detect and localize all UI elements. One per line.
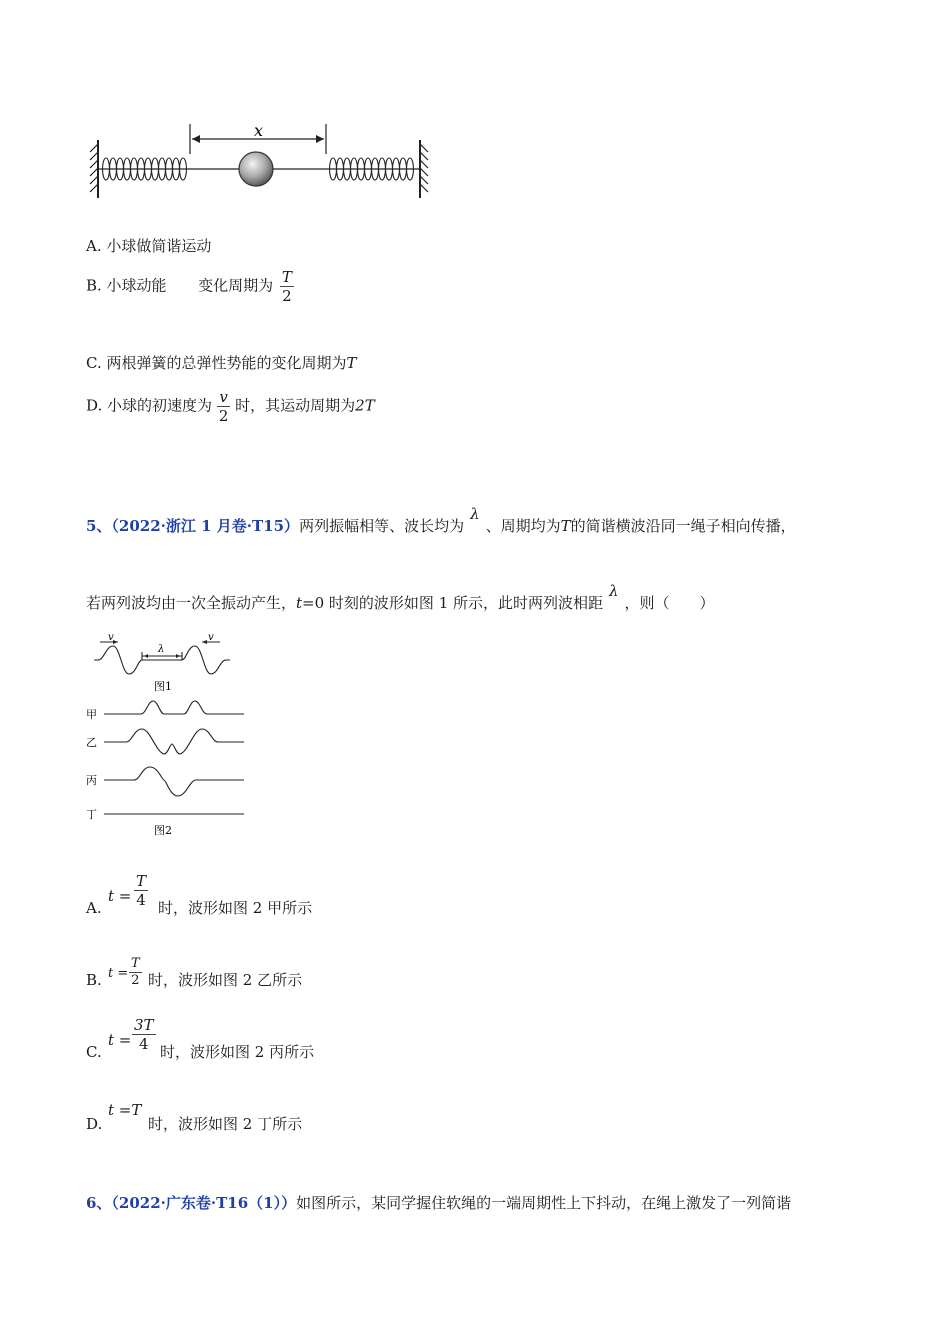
- option-c-text: C. 两根弹簧的总弹性势能的变化周期为: [86, 354, 347, 372]
- spring-ball-figure: [86, 118, 436, 204]
- q4-option-a: A. 小球做简谐运动: [86, 237, 212, 255]
- wave-figure: [86, 630, 251, 845]
- q5-line2-b: =0 时刻的波形如图 1 所示，此时两列波相距: [302, 594, 604, 612]
- option-c-label: C.: [86, 1043, 102, 1061]
- option-c-t: t =: [108, 1031, 132, 1049]
- option-a-text: 时，波形如图 2 甲所示: [158, 899, 313, 917]
- q5-line1-c: 的简谐横波沿同一绳子相向传播，: [570, 517, 796, 535]
- option-d-var: 2T: [355, 396, 375, 415]
- period-symbol: T: [560, 517, 571, 535]
- label-yi: 乙: [86, 736, 97, 749]
- option-b-label: B.: [86, 971, 102, 989]
- q6-text: 如图所示，某同学握住软绳的一端周期性上下抖动，在绳上激发了一列简谐: [296, 1194, 792, 1212]
- v-label-left: v: [108, 632, 114, 643]
- option-c-var: T: [346, 354, 357, 372]
- figure1-caption: 图1: [154, 680, 172, 693]
- fraction-t-over-2: $\frac{T}{2}$: [281, 268, 292, 305]
- option-b-prefix: B. 小球动能: [86, 276, 167, 295]
- lambda-symbol: λ: [470, 505, 480, 523]
- figure2-caption: 图2: [154, 824, 172, 837]
- option-b-t: t =: [108, 966, 129, 981]
- option-d-prefix: D. 小球的初速度为: [86, 396, 213, 415]
- v-label-right: v: [208, 632, 214, 643]
- q4-option-b: [86, 268, 294, 305]
- q5-line2: [86, 582, 715, 613]
- q5-tag: 5、（2022·浙江 1 月卷·T15）: [86, 517, 300, 535]
- time-symbol: t: [296, 594, 303, 612]
- option-d-text: 时，波形如图 2 丁所示: [148, 1115, 303, 1133]
- lambda-label: λ: [158, 644, 165, 655]
- q4-option-c: [86, 353, 357, 373]
- fraction-v-over-2: $\frac{v}{2}$: [218, 388, 229, 425]
- x-label: x: [254, 121, 264, 140]
- fraction-3t-over-4: $\frac{3T}{4}$: [134, 1016, 154, 1053]
- q4-option-d: [86, 388, 375, 425]
- q5-line2-c: ，则（ ）: [624, 594, 715, 612]
- option-d-t: t =T: [108, 1101, 142, 1119]
- option-b-text: 时，波形如图 2 乙所示: [148, 971, 303, 989]
- q6-line1: [86, 1193, 791, 1213]
- fraction-t-over-2-b: $\frac{T}{2}$: [131, 956, 140, 988]
- option-d-mid: 时，其运动周期为: [235, 396, 356, 415]
- lambda-symbol-2: λ: [609, 582, 619, 600]
- q5-line2-a: 若两列波均由一次全振动产生，: [86, 594, 297, 612]
- q6-tag: 6、（2022·广东卷·T16（1））: [86, 1194, 297, 1212]
- ball: [239, 152, 273, 186]
- fraction-t-over-4: $\frac{T}{4}$: [136, 872, 147, 909]
- option-d-label: D.: [86, 1115, 103, 1133]
- label-ding: 丁: [86, 808, 97, 821]
- q5-line1-b: 、周期均为: [485, 517, 561, 535]
- option-c-text: 时，波形如图 2 丙所示: [160, 1043, 315, 1061]
- q5-line1: [86, 505, 796, 536]
- label-jia: 甲: [86, 708, 97, 721]
- option-a-label: A.: [86, 899, 102, 917]
- q5-line1-a: 两列振幅相等、波长均为: [299, 517, 465, 535]
- option-b-mid: 变化周期为: [198, 276, 274, 295]
- option-a-t: t =: [108, 887, 132, 905]
- label-bing: 丙: [86, 774, 97, 787]
